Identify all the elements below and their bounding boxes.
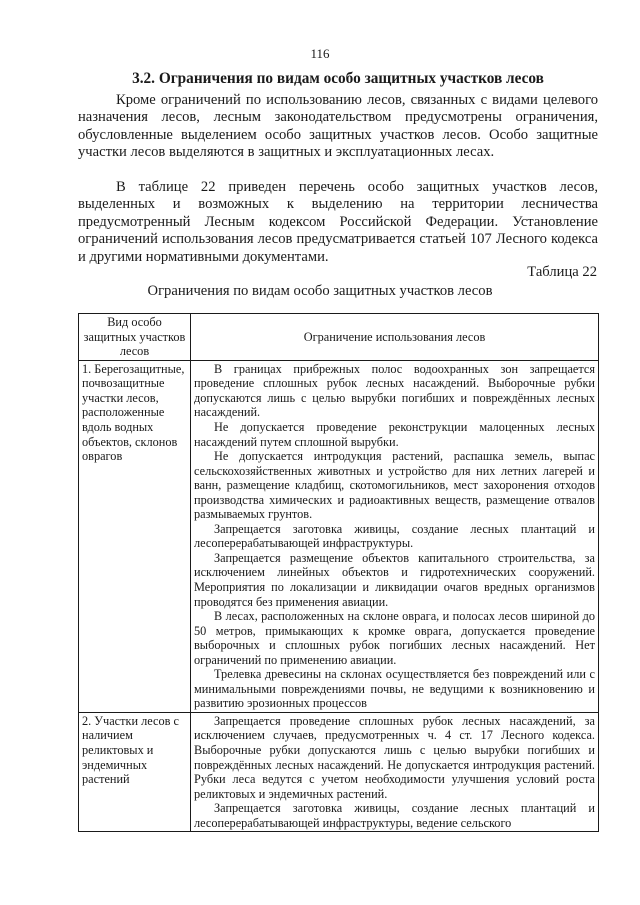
body-paragraph-2	[78, 179, 598, 266]
table-header-row	[79, 314, 599, 361]
table-row	[79, 360, 599, 712]
column-header-limits: Ограничение использования лесов	[191, 314, 599, 361]
area-type-cell: 2. Участки лесов с наличием реликтовых и эндемичных растений	[79, 712, 191, 831]
body-paragraph-1	[78, 92, 598, 162]
limit-paragraph: Не допускается интродукция растений, распашка земель, выпас сельскохозяйственных животных и устройство для них летних лагерей и ванн, размещение кладбищ, скотомогильников, мест захоронения отходов производства химических и радиоактивных веществ, размещение отвалов размываемых грунтов.	[194, 449, 595, 522]
limits-cell	[191, 712, 599, 831]
limit-paragraph: Трелевка древесины на склонах осуществляется без повреждений или с минимальными повреждениями почвы, не ведущими к возникновению и развитию эрозионных процессов	[194, 667, 595, 711]
limit-paragraph: Не допускается проведение реконструкции малоценных лесных насаждений путем сплошной вырубки.	[194, 419, 595, 449]
table-row	[79, 712, 599, 831]
section-heading: 3.2. Ограничения по видам особо защитных участков лесов	[132, 70, 544, 87]
paragraph-text: В таблице 22 приведен перечень особо защитных участков лесов, выделенных и возможных к выделению на территории лесничества предусмотренный Лесным кодексом Российской Федерации. Установление ограничений использования лесов предусматривается статьей 107 Лесного кодекса и другими нормативными документами.	[78, 179, 598, 265]
table-caption: Ограничения по видам особо защитных участков лесов	[147, 283, 493, 299]
page-number: 116	[310, 46, 330, 61]
limit-paragraph: Запрещается размещение объектов капитального строительства, за исключением линейных объектов и гидротехнических сооружений. Мероприятия по локализации и ликвидации очагов вредных организмов проводятся без применения авиации.	[194, 550, 595, 609]
limits-cell	[191, 360, 599, 712]
limit-paragraph: Запрещается проведение сплошных рубок лесных насаждений, за исключением случаев, предусмотренных ч. 4 ст. 17 Лесного кодекса. Выборочные рубки допускаются лишь с целью вырубки погибших и повреждённых лесных насаждений. Не допускается интродукция растений. Рубки леса ведутся с учетом необходимости улучшения условий роста реликтовых и эндемичных растений.	[194, 713, 595, 801]
limit-paragraph: Запрещается заготовка живицы, создание лесных плантаций и лесоперерабатывающей инфраструктуры, ведение сельского	[194, 801, 595, 830]
column-header-type: Вид особо защитных участков лесов	[79, 314, 191, 361]
limit-paragraph: Запрещается заготовка живицы, создание лесных плантаций и лесоперерабатывающей инфраструктуры.	[194, 521, 595, 551]
table-label: Таблица 22	[527, 264, 597, 280]
limit-paragraph: В лесах, расположенных на склоне оврага, и полосах лесов шириной до 50 метров, примыкающих к кромке оврага, допускается проведение выборочных и сплошных рубок погибших лесных насаждений. Нет ограничений по применению авиации.	[194, 609, 595, 667]
paragraph-text: Кроме ограничений по использованию лесов, связанных с видами целевого назначения лесов, лесным законодательством предусмотрены ограничения, обусловленные выделением особо защитных участков лесов. Особо защитные участки лесов выделяются в защитных и эксплуатационных лесах.	[78, 92, 598, 161]
restrictions-table	[78, 313, 599, 832]
area-type-cell: 1. Берегозащитные, почвозащитные участки лесов, расположенные вдоль водных объектов, склонов оврагов	[79, 360, 191, 712]
limit-paragraph: В границах прибрежных полос водоохранных зон запрещается проведение сплошных рубок лесных насаждений. Выборочные рубки допускаются лишь с целью вырубки погибших и повреждённых лесных насаждений.	[194, 361, 595, 420]
